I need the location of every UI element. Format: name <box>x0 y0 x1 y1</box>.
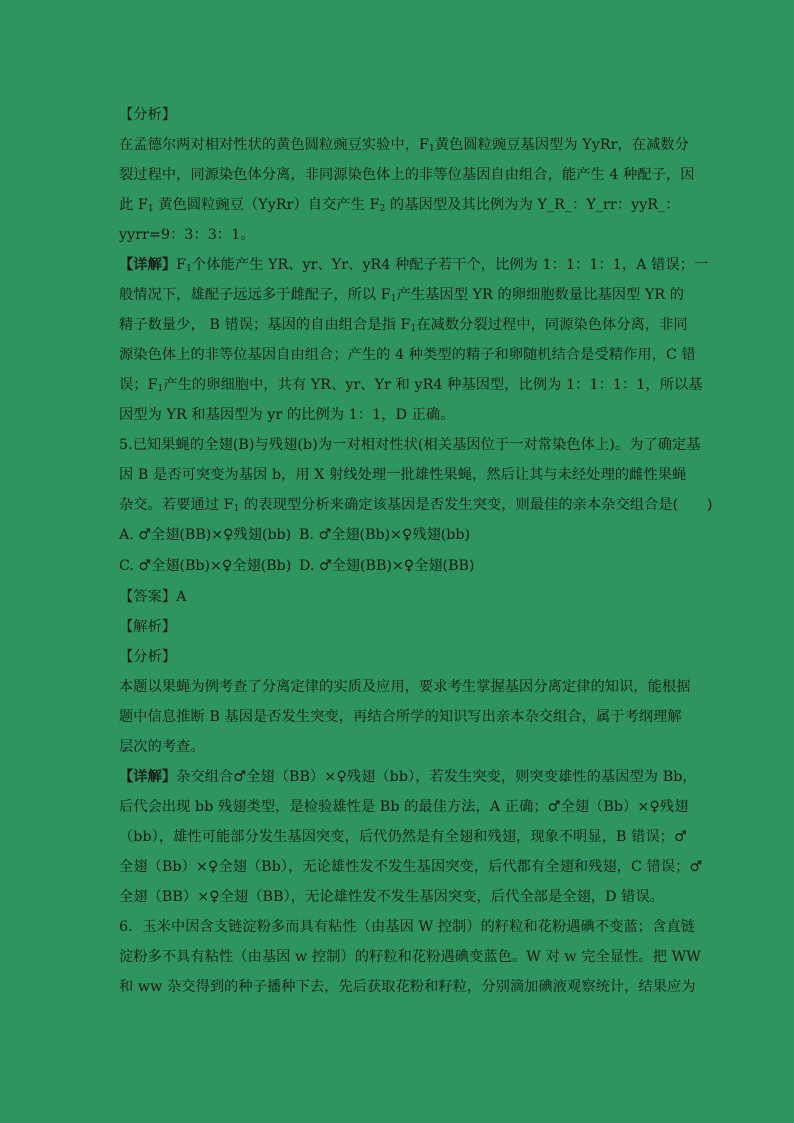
q5-answer: 【答案】A <box>119 589 187 605</box>
q5-detail-line-1: 【详解】杂交组合♂全翅（BB）×♀残翅（bb），若发生突变，则突变雄性的基因型为 Bb， <box>119 769 697 785</box>
q6-line-3: 和 ww 杂交得到的种子播种下去，先后获取花粉和籽粒，分别滴加碘液观察统计，结果应为 <box>119 979 696 995</box>
q5-line-2: 因 B 是否可突变为基因 b，用 X 射线处理一批雄性果蝇，然后让其与未经处理的雌性果蝇 <box>119 467 687 483</box>
q5-analysis-line-3: 层次的考查。 <box>119 739 205 755</box>
q5-detail-line-4: 全翅（Bb）×♀全翅（Bb），无论雄性发不发生基因突变，后代都有全翅和残翅，C 错误；♂ <box>119 859 703 875</box>
q5-detail-line-2: 后代会出现 bb 残翅类型，是检验雄性是 Bb 的最佳方法，A 正确；♂全翅（Bb）×♀残翅 <box>119 799 689 815</box>
q5-detail-line-3: （bb），雄性可能部分发生基因突变，后代仍然是有全翅和残翅，现象不明显，B 错误；♂ <box>119 829 687 845</box>
q5-option-b: B. ♂全翅(Bb)×♀残翅(bb) <box>299 527 470 543</box>
q6-line-2: 淀粉多不具有粘性（由基因 w 控制）的籽粒和花粉遇碘变蓝色。W 对 w 完全显性。把 WW <box>119 949 701 965</box>
q6-line-1: 6．玉米中因含支链淀粉多而具有粘性（由基因 W 控制）的籽粒和花粉遇碘不变蓝；含直链 <box>119 919 695 935</box>
detail-tag: 【详解】 <box>119 257 177 273</box>
analysis-line-2: 裂过程中，同源染色体分离，非同源染色体上的非等位基因自由组合，能产生 4 种配子，因 <box>119 167 695 183</box>
q5-analysis-line-1: 本题以果蝇为例考查了分离定律的实质及应用，要求考生掌握基因分离定律的知识，能根据 <box>119 679 691 695</box>
q5-analysis-heading: 【分析】 <box>119 649 177 665</box>
q5-detail-tag: 【详解】 <box>119 769 177 785</box>
analysis-line-3: 此 $F_1$ 黄色圆粒豌豆（YyRr）自交产生 $F_2$ 的基因型及其比例为为 Y_R_：Y_rr：yyR_： <box>119 197 680 214</box>
analysis-line-1: 在孟德尔两对相对性状的黄色圆粒豌豆实验中，$F_1$黄色圆粒豌豆基因型为 YyRr，在减数分 <box>119 137 689 154</box>
detail-line-2: 般情况下，雄配子远远多于雌配子，所以 $F_1$产生基因型 YR 的卵细胞数量比基因型 YR 的 <box>119 287 685 304</box>
detail-line-1: 【详解】$F_1$个体能产生 YR、yr、Yr、yR4 种配子若干个，比例为 1：1：1：1，A 错误；一 <box>119 257 709 274</box>
q5-option-a: A. ♂全翅(BB)×♀残翅(bb) <box>119 527 292 543</box>
q5-options-row-2 <box>119 551 679 582</box>
q5-line-3: 杂交。若要通过 $F_1$ 的表现型分析来确定该基因是否发生突变，则最佳的亲本杂交组合是( ) <box>119 497 713 514</box>
detail-line-5: 误；$F_1$产生的卵细胞中，共有 YR、yr、Yr 和 yR4 种基因型，比例为 1：1：1：1，所以基 <box>119 377 703 394</box>
detail-line-3: 精子数量少， B 错误；基因的自由组合是指 $F_1$在减数分裂过程中，同源染色体分离，非同 <box>119 317 688 334</box>
analysis-line-4: yyrr=9：3：3：1。 <box>119 227 255 243</box>
q5-explain-heading: 【解析】 <box>119 619 177 635</box>
q5-analysis-line-2: 题中信息推断 B 基因是否发生突变，再结合所学的知识写出亲本杂交组合，属于考纲理解 <box>119 709 682 725</box>
analysis-heading: 【分析】 <box>119 107 177 123</box>
detail-line-6: 因型为 YR 和基因型为 yr 的比例为 1：1，D 正确。 <box>119 407 455 423</box>
q5-line-1: 5.已知果蝇的全翅(B)与残翅(b)为一对相对性状(相关基因位于一对常染色体上)。为了确定基 <box>119 437 701 453</box>
detail-line-4: 源染色体上的非等位基因自由组合；产生的 4 种类型的精子和卵随机结合是受精作用，C 错 <box>119 347 696 363</box>
q5-option-d: D. ♂全翅(BB)×♀全翅(BB) <box>299 558 475 574</box>
document-page <box>119 100 713 1002</box>
q5-detail-line-5: 全翅（BB）×♀全翅（BB），无论雄性发不发生基因突变，后代全部是全翅，D 错误。 <box>119 889 665 905</box>
q5-option-c: C. ♂全翅(Bb)×♀全翅(Bb) <box>119 558 292 574</box>
q5-options-row-1 <box>119 520 679 551</box>
